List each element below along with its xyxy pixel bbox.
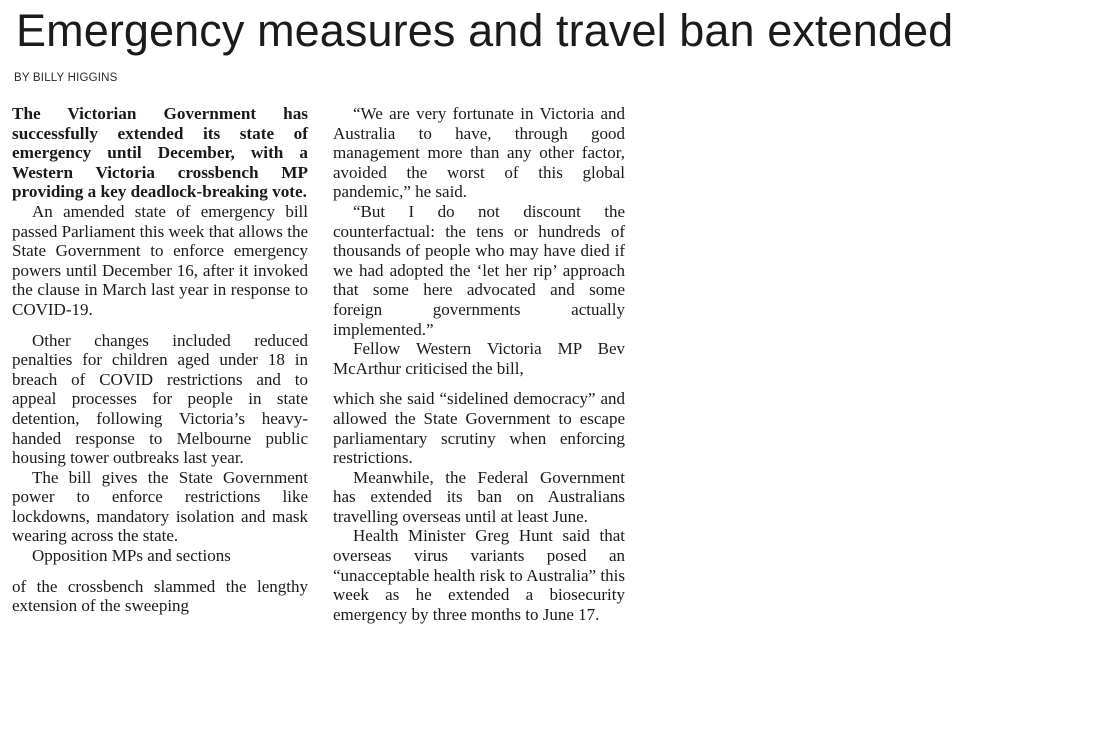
body-paragraph: of the crossbench slammed the lengthy extension of the sweeping [12,576,308,616]
body-paragraph: Fellow Western Victoria MP Bev McArthur criticised the bill, [333,339,625,378]
body-paragraph: “But I do not discount the counterfactual: the tens or hundreds of thousands of people who may have died if we had adopted the ‘let her rip’ approach that some here advocated and some foreign governments actually implemented.” [333,201,625,339]
lead-paragraph: The Victorian Government has successfully extended its state of emergency until December, with a Western Victoria crossbench MP providing a key deadlock-breaking vote. [12,104,308,202]
body-paragraph: The bill gives the State Government power to enforce restrictions like lockdowns, mandatory isolation and mask wearing across the state. [12,467,308,546]
body-paragraph: Other changes included reduced penalties for children aged under 18 in breach of COVID restrictions and to appeal processes for people in state detention, following Victoria’s heavy-handed response to Melbourne public housing tower outbreaks last year. [12,330,308,468]
headline: Emergency measures and travel ban extended [16,5,954,56]
body-paragraph: “We are very fortunate in Victoria and Australia to have, through good management more than any other factor, avoided the worst of this global pandemic,” he said. [333,104,625,202]
body-paragraph: Opposition MPs and sections [32,546,231,566]
byline: BY BILLY HIGGINS [14,72,118,84]
body-paragraph: which she said “sidelined democracy” and allowed the State Government to escape parliamentary scrutiny when enforcing restrictions. [333,389,625,468]
article-column-2 [333,104,625,624]
body-paragraph: An amended state of emergency bill passed Parliament this week that allows the State Government to enforce emergency powers until December 16, after it invoked the clause in March last year in response to COVID-19. [12,201,308,319]
body-paragraph: Meanwhile, the Federal Government has extended its ban on Australians travelling overseas until at least June. [333,467,625,526]
body-paragraph: Health Minister Greg Hunt said that overseas virus variants posed an “unacceptable health risk to Australia” this week as he extended a biosecurity emergency by three months to June 17. [333,526,625,624]
article-column-1 [12,104,308,616]
